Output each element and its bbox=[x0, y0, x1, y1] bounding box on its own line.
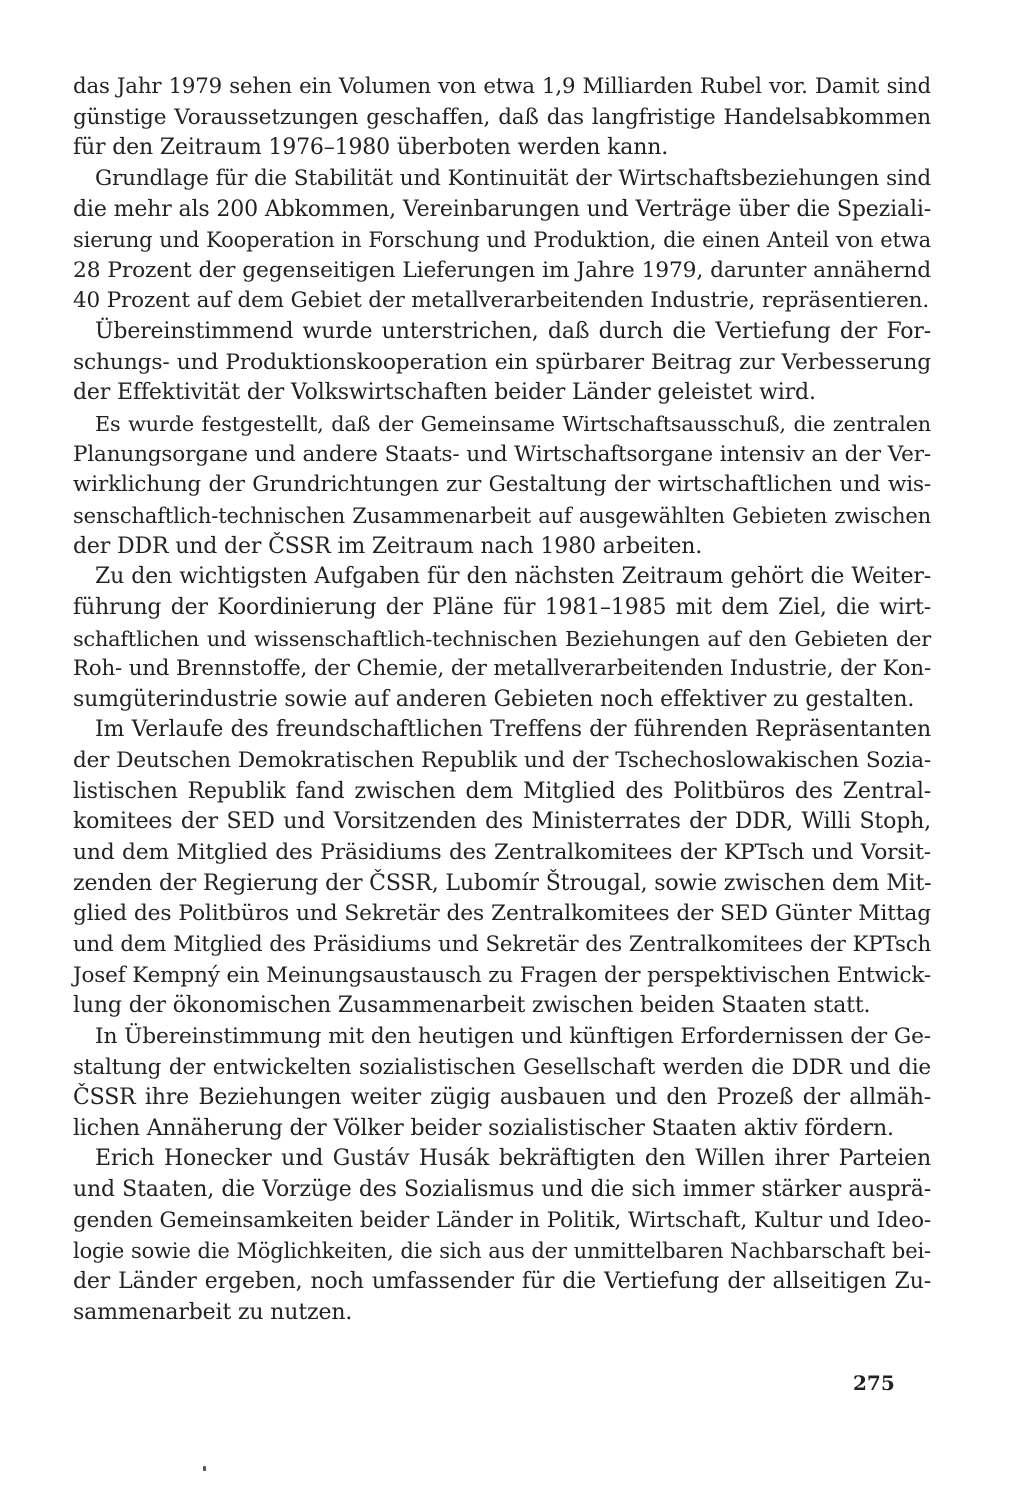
paragraph bbox=[73, 562, 931, 715]
text-line: logie sowie die Möglichkeiten, die sich aus der unmittelbaren Nachbarschaft bei- bbox=[73, 1239, 931, 1264]
text-line: schaftlichen und wissenschaftlich-technischen Beziehungen auf den Gebieten der bbox=[73, 626, 931, 651]
text-line: und Staaten, die Vorzüge des Sozialismus und die sich immer stärker ausprä- bbox=[73, 1177, 931, 1203]
text-line: staltung der entwickelten sozialistischen Gesellschaft werden die DDR und die bbox=[73, 1054, 931, 1080]
text-line: In Übereinstimmung mit den heutigen und künftigen Erfordernissen der Ge- bbox=[95, 1023, 931, 1049]
text-line: 40 Prozent auf dem Gebiet der metallverarbeitenden Industrie, repräsentieren. bbox=[73, 288, 930, 314]
paragraph bbox=[73, 1022, 931, 1145]
text-line: schungs- und Produktionskooperation ein spürbarer Beitrag zur Verbesserung bbox=[73, 349, 931, 375]
text-line: senschaftlich-technischen Zusammenarbeit auf ausgewählten Gebieten zwischen bbox=[73, 503, 931, 528]
text-line: glied des Politbüros und Sekretär des Zentralkomitees der SED Günter Mittag bbox=[73, 901, 931, 927]
paragraph bbox=[73, 317, 931, 409]
text-line: Im Verlaufe des freundschaftlichen Treffens der führenden Repräsentanten bbox=[95, 717, 931, 743]
text-line: günstige Voraussetzungen geschaffen, daß das langfristige Handelsabkommen bbox=[73, 104, 931, 130]
text-line: sierung und Kooperation in Forschung und Produktion, die einen Anteil von etwa bbox=[73, 228, 931, 253]
paragraph bbox=[73, 164, 931, 317]
text-line: der Deutschen Demokratischen Republik und der Tschechoslowakischen Sozia- bbox=[73, 748, 931, 774]
text-column bbox=[73, 72, 931, 1328]
text-line: sumgüterindustrie sowie auf anderen Gebieten noch effektiver zu gestalten. bbox=[73, 686, 915, 712]
text-line: wirklichung der Grundrichtungen zur Gestaltung der wirtschaftlichen und wis- bbox=[73, 472, 931, 498]
text-line: ČSSR ihre Beziehungen weiter zügig ausbauen und den Prozeß der allmäh- bbox=[73, 1085, 931, 1111]
text-line: lichen Annäherung der Völker beider sozialistischer Staaten aktiv fördern. bbox=[73, 1115, 894, 1141]
text-line: Grundlage für die Stabilität und Kontinuität der Wirtschaftsbeziehungen sind bbox=[95, 165, 931, 191]
text-line: Josef Kempný ein Meinungsaustausch zu Fragen der perspektivischen Entwick- bbox=[73, 962, 931, 988]
text-line: Zu den wichtigsten Aufgaben für den nächsten Zeitraum gehört die Weiter- bbox=[95, 564, 931, 590]
text-line: Erich Honecker und Gustáv Husák bekräftigten den Willen ihrer Parteien bbox=[95, 1146, 931, 1172]
page-number: 275 bbox=[853, 1371, 895, 1395]
paragraph bbox=[73, 72, 931, 164]
text-line: zenden der Regierung der ČSSR, Lubomír Štrougal, sowie zwischen dem Mit- bbox=[73, 870, 932, 896]
text-line: Es wurde festgestellt, daß der Gemeinsame Wirtschaftsausschuß, die zentralen bbox=[95, 412, 931, 437]
text-line: lung der ökonomischen Zusammenarbeit zwischen beiden Staaten statt. bbox=[73, 993, 871, 1019]
text-line: 28 Prozent der gegenseitigen Lieferungen im Jahre 1979, darunter annähernd bbox=[73, 257, 931, 283]
text-line: und dem Mitglied des Präsidiums des Zentralkomitees der KPTsch und Vorsit- bbox=[73, 840, 931, 866]
text-line: komitees der SED und Vorsitzenden des Ministerrates der DDR, Willi Stoph, bbox=[73, 809, 931, 835]
paragraph bbox=[73, 1144, 931, 1328]
text-line: listischen Republik fand zwischen dem Mitglied des Politbüros des Zentral- bbox=[73, 778, 931, 804]
text-line: der Effektivität der Volkswirtschaften beider Länder geleistet wird. bbox=[73, 380, 816, 406]
text-line: genden Gemeinsamkeiten beider Länder in Politik, Wirtschaft, Kultur und Ideo- bbox=[73, 1207, 931, 1233]
paragraph bbox=[73, 715, 931, 1021]
scan-speck bbox=[203, 1466, 206, 1471]
text-line: sammenarbeit zu nutzen. bbox=[73, 1299, 353, 1325]
text-line: für den Zeitraum 1976–1980 überboten werden kann. bbox=[73, 135, 669, 161]
text-line: führung der Koordinierung der Pläne für 1981–1985 mit dem Ziel, die wirt- bbox=[73, 594, 931, 620]
text-line: Planungsorgane und andere Staats- und Wirtschaftsorgane intensiv an der Ver- bbox=[73, 441, 931, 467]
text-line: Übereinstimmend wurde unterstrichen, daß durch die Vertiefung der For- bbox=[95, 319, 931, 345]
paragraph bbox=[73, 409, 931, 562]
text-line: der Länder ergeben, noch umfassender für die Vertiefung der allseitigen Zu- bbox=[73, 1268, 931, 1294]
text-line: der DDR und der ČSSR im Zeitraum nach 1980 arbeiten. bbox=[73, 533, 703, 559]
text-line: Roh- und Brennstoffe, der Chemie, der metallverarbeitenden Industrie, der Kon- bbox=[73, 656, 931, 682]
text-line: das Jahr 1979 sehen ein Volumen von etwa 1,9 Milliarden Rubel vor. Damit sind bbox=[73, 74, 931, 99]
text-line: und dem Mitglied des Präsidiums und Sekretär des Zentralkomitees der KPTsch bbox=[73, 931, 931, 957]
text-line: die mehr als 200 Abkommen, Vereinbarungen und Verträge über die Speziali- bbox=[73, 196, 931, 222]
